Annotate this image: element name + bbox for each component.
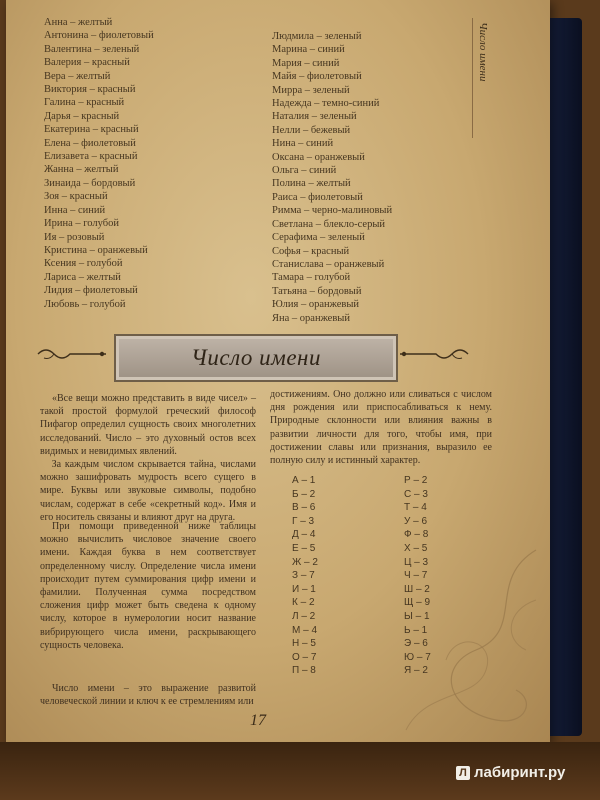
section-title-banner bbox=[114, 334, 398, 382]
letter-number-item: Я – 2 bbox=[404, 665, 428, 677]
name-color-item: Антонина – фиолетовый bbox=[44, 30, 154, 42]
name-color-item: Зинаида – бордовый bbox=[44, 177, 136, 189]
names-list-left bbox=[44, 16, 154, 311]
letter-number-item: Г – 3 bbox=[292, 515, 315, 527]
name-color-item: Инна – синий bbox=[44, 204, 106, 216]
letter-number-item: Н – 5 bbox=[292, 638, 316, 650]
name-color-item: Софья – красный bbox=[272, 245, 350, 257]
name-color-item: Галина – красный bbox=[44, 97, 125, 109]
letter-number-item: Ю – 7 bbox=[404, 651, 431, 663]
letter-number-item: Т – 4 bbox=[404, 502, 427, 514]
book-page bbox=[6, 0, 550, 742]
name-color-item: Полина – желтый bbox=[272, 178, 351, 190]
name-color-item: Нелли – бежевый bbox=[272, 124, 351, 136]
labirint-logo-icon: Л bbox=[456, 766, 470, 780]
letter-number-item: М – 4 bbox=[292, 624, 318, 636]
name-color-item: Надежда – темно-синий bbox=[272, 98, 380, 110]
paragraph-pythagoras bbox=[40, 392, 256, 524]
letter-number-item: У – 6 bbox=[404, 515, 428, 527]
running-header bbox=[472, 18, 503, 138]
name-color-item: Ксения – голубой bbox=[44, 258, 123, 270]
name-color-item: Кристина – оранжевый bbox=[44, 244, 148, 256]
letter-number-item: Ч – 7 bbox=[404, 570, 428, 582]
paragraph-table-instructions: При помощи приведенной ниже таблицы можно вычислить числовое значение своего имени. Каждая буква в нем соответствует определенному числу. Определение числа имени происходит путем суммирования цифр имени и фамилии. Полученная сумма посредством сложения цифр может быть сведена к одному числу, которое в нумерологии носит название вибрирующего числа имени, раскрывающего сущность человека. bbox=[40, 521, 256, 651]
name-color-item: Жанна – желтый bbox=[44, 164, 119, 176]
letter-number-item: Щ – 9 bbox=[404, 597, 431, 609]
letter-number-item: Б – 2 bbox=[292, 488, 316, 500]
letter-table-left bbox=[292, 474, 318, 678]
letter-number-item: Э – 6 bbox=[404, 638, 428, 650]
name-color-item: Елизавета – красный bbox=[44, 151, 138, 163]
page-number: 17 bbox=[250, 712, 266, 729]
name-color-item: Виктория – красный bbox=[44, 84, 136, 96]
name-color-item: Раиса – фиолетовый bbox=[272, 191, 363, 203]
name-color-item: Зоя – красный bbox=[44, 191, 108, 203]
letter-number-item: Ф – 8 bbox=[404, 529, 429, 541]
name-color-item: Валентина – зеленый bbox=[44, 43, 140, 55]
name-color-item: Татьяна – бордовый bbox=[272, 285, 362, 297]
name-color-item: Мирра – зеленый bbox=[272, 84, 350, 96]
letter-number-item: Р – 2 bbox=[404, 475, 428, 486]
letter-number-item: А – 1 bbox=[292, 475, 316, 486]
letter-number-item: И – 1 bbox=[292, 583, 316, 595]
name-color-item: Светлана – блекло-серый bbox=[272, 218, 386, 230]
letter-number-item: В – 6 bbox=[292, 502, 316, 514]
letter-number-item: З – 7 bbox=[292, 570, 315, 582]
paragraph-secret-code-text: За каждым числом скрывается тайна, числами можно зашифровать мудрость всего сущего в мире. Буквы или звуковые символы, подобно числам, содержат в себе «секретный код». Имя и его носитель связаны и влияют друг на друга. bbox=[40, 459, 256, 523]
letter-number-item: Ы – 1 bbox=[404, 610, 430, 622]
letter-number-item: П – 8 bbox=[292, 665, 316, 677]
name-color-item: Майя – фиолетовый bbox=[272, 71, 362, 83]
letter-number-item: Ь – 1 bbox=[404, 624, 428, 636]
names-list-right bbox=[272, 30, 392, 325]
paragraph-achievements: достижениям. Оно должно или сливаться с числом дня рождения или приспосабливаться к нему. Природные склонности или влияния важны в развитии личности для того, чтобы имя, при достижении славы или признания, выразило ее полную силу и истинный характер. bbox=[270, 389, 492, 467]
name-color-item: Серафима – зеленый bbox=[272, 232, 365, 244]
name-color-item: Дарья – красный bbox=[44, 110, 120, 122]
name-color-item: Тамара – голубой bbox=[272, 272, 351, 284]
name-color-item: Елена – фиолетовый bbox=[44, 137, 136, 149]
letter-number-item: Ц – 3 bbox=[404, 556, 429, 568]
name-color-item: Римма – черно-малиновый bbox=[272, 205, 393, 217]
name-color-item: Людмила – зеленый bbox=[272, 31, 362, 42]
section-title: Число имени bbox=[191, 345, 321, 370]
name-color-item: Яна – оранжевый bbox=[272, 312, 350, 324]
name-color-item: Нина – синий bbox=[272, 138, 334, 150]
letter-number-item: Е – 5 bbox=[292, 542, 316, 554]
name-color-item: Мария – синий bbox=[272, 57, 340, 69]
letter-number-item: К – 2 bbox=[292, 597, 315, 609]
letter-number-item: С – 3 bbox=[404, 488, 428, 500]
decorative-swirl-icon bbox=[386, 540, 546, 740]
letter-number-item: Л – 2 bbox=[292, 610, 316, 622]
name-color-item: Ирина – голубой bbox=[44, 218, 119, 230]
name-color-item: Марина – синий bbox=[272, 44, 345, 56]
name-color-item: Юлия – оранжевый bbox=[272, 299, 360, 311]
letter-number-item: О – 7 bbox=[292, 651, 317, 663]
name-color-item: Екатерина – красный bbox=[44, 124, 139, 136]
name-color-item: Валерия – красный bbox=[44, 57, 130, 69]
flourish-right-icon bbox=[398, 344, 470, 364]
name-color-item: Станислава – оранжевый bbox=[272, 258, 385, 270]
name-color-item: Оксана – оранжевый bbox=[272, 151, 365, 163]
name-color-item: Вера – желтый bbox=[44, 70, 111, 82]
name-color-item: Анна – желтый bbox=[44, 17, 113, 28]
name-color-item: Лидия – фиолетовый bbox=[44, 285, 138, 297]
paragraph-name-number: Число имени – это выражение развитой человеческой линии и ключ к ее стремлениям или bbox=[40, 683, 256, 708]
letter-number-item: Д – 4 bbox=[292, 529, 316, 541]
name-color-item: Ольга – синий bbox=[272, 165, 337, 177]
flourish-left-icon bbox=[36, 344, 108, 364]
letter-number-item: Ж – 2 bbox=[292, 556, 318, 568]
running-header-text: Число имени bbox=[477, 22, 489, 82]
watermark bbox=[456, 764, 565, 781]
paragraph-pythagoras-text: «Все вещи можно представить в виде чисел» – такой простой формулой греческий философ Пифагор определил сущность своих многолетних исследований. Число – это духовный остов всех видимых и невидимых явлений. bbox=[40, 393, 256, 457]
name-color-item: Лариса – желтый bbox=[44, 271, 121, 283]
letter-number-item: Х – 5 bbox=[404, 542, 428, 554]
letter-number-item: Ш – 2 bbox=[404, 583, 430, 595]
name-color-item: Ия – розовый bbox=[44, 231, 105, 243]
name-color-item: Наталия – зеленый bbox=[272, 111, 357, 123]
name-color-item: Любовь – голубой bbox=[44, 298, 126, 310]
watermark-text: лабиринт.ру bbox=[474, 764, 566, 781]
